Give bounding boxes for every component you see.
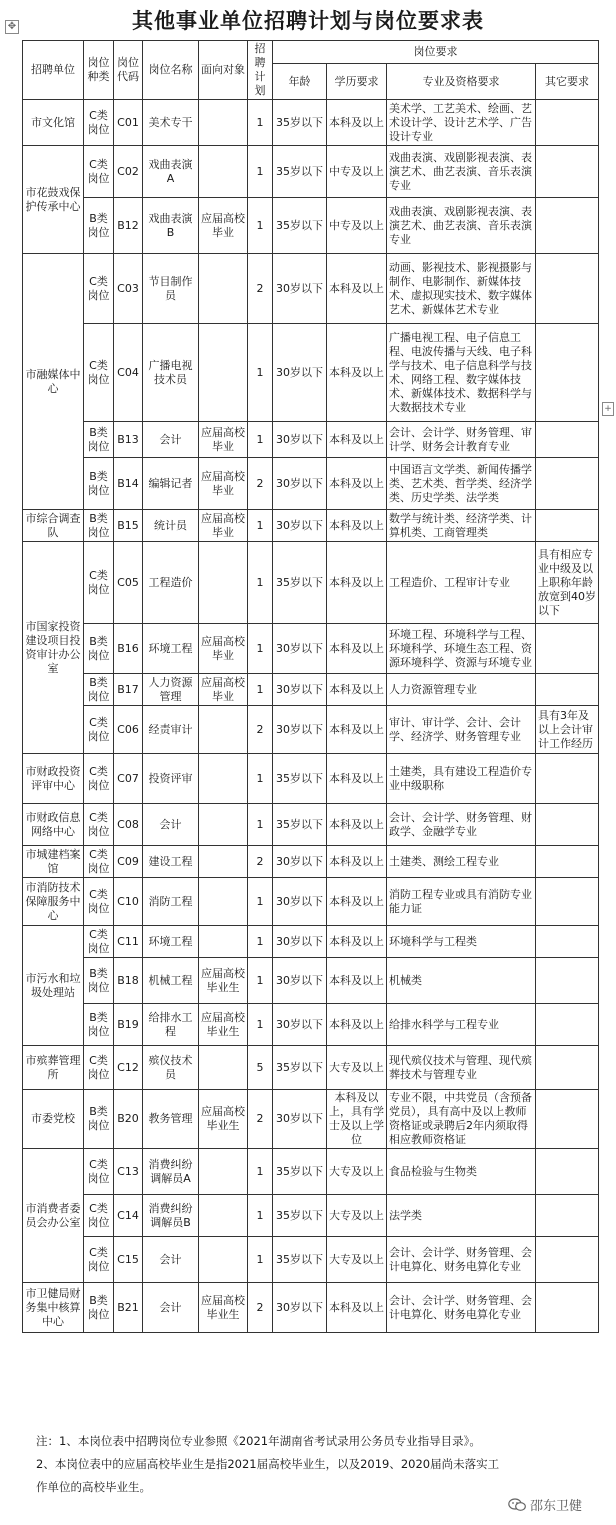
cell-kind: C类岗位 xyxy=(84,146,114,198)
table-row xyxy=(23,542,599,624)
table-row xyxy=(23,878,599,926)
cell-kind: B类岗位 xyxy=(84,958,114,1004)
cell-age: 30岁以下 xyxy=(273,510,327,542)
table-row xyxy=(23,754,599,804)
cell-education: 本科及以上 xyxy=(327,804,387,846)
cell-plan: 1 xyxy=(248,674,273,706)
wechat-icon xyxy=(508,1498,526,1512)
cell-plan: 1 xyxy=(248,878,273,926)
cell-age: 35岁以下 xyxy=(273,100,327,146)
cell-target: 应届高校毕业生 xyxy=(199,1283,248,1333)
cell-unit: 市殡葬管理所 xyxy=(23,1046,84,1090)
cell-age: 30岁以下 xyxy=(273,324,327,422)
cell-code: C05 xyxy=(114,542,143,624)
cell-target xyxy=(199,1149,248,1195)
cell-plan: 2 xyxy=(248,1283,273,1333)
cell-plan: 1 xyxy=(248,1149,273,1195)
cell-age: 30岁以下 xyxy=(273,958,327,1004)
cell-unit: 市消防技术保障服务中心 xyxy=(23,878,84,926)
table-row xyxy=(23,706,599,754)
header-target: 面向对象 xyxy=(199,41,248,100)
cell-name: 广播电视技术员 xyxy=(143,324,199,422)
cell-unit: 市城建档案馆 xyxy=(23,846,84,878)
cell-plan: 1 xyxy=(248,324,273,422)
cell-kind: B类岗位 xyxy=(84,458,114,510)
cell-kind: C类岗位 xyxy=(84,1046,114,1090)
cell-education: 大专及以上 xyxy=(327,1046,387,1090)
cell-other xyxy=(536,254,599,324)
cell-target xyxy=(199,804,248,846)
cell-kind: C类岗位 xyxy=(84,706,114,754)
cell-name: 殡仪技术员 xyxy=(143,1046,199,1090)
cell-major: 人力资源管理专业 xyxy=(387,674,536,706)
cell-unit: 市污水和垃圾处理站 xyxy=(23,926,84,1046)
cell-name: 经责审计 xyxy=(143,706,199,754)
cell-target xyxy=(199,254,248,324)
cell-age: 30岁以下 xyxy=(273,1283,327,1333)
cell-major: 审计、审计学、会计、会计学、经济学、财务管理专业 xyxy=(387,706,536,754)
cell-age: 30岁以下 xyxy=(273,878,327,926)
cell-major: 土建类、测绘工程专业 xyxy=(387,846,536,878)
cell-name: 建设工程 xyxy=(143,846,199,878)
cell-code: C10 xyxy=(114,878,143,926)
cell-target xyxy=(199,706,248,754)
cell-kind: B类岗位 xyxy=(84,1090,114,1149)
header-plan: 招聘计划 xyxy=(248,41,273,100)
cell-other xyxy=(536,1283,599,1333)
cell-age: 35岁以下 xyxy=(273,754,327,804)
cell-kind: C类岗位 xyxy=(84,254,114,324)
cell-target xyxy=(199,100,248,146)
cell-code: C02 xyxy=(114,146,143,198)
cell-age: 30岁以下 xyxy=(273,624,327,674)
cell-kind: C类岗位 xyxy=(84,1195,114,1237)
cell-major: 戏曲表演、戏剧影视表演、表演艺术、曲艺表演、音乐表演专业 xyxy=(387,146,536,198)
cell-unit: 市消费者委员会办公室 xyxy=(23,1149,84,1283)
cell-education: 本科及以上 xyxy=(327,878,387,926)
recruitment-table xyxy=(22,40,599,1333)
cell-other xyxy=(536,624,599,674)
cell-plan: 1 xyxy=(248,100,273,146)
header-name: 岗位名称 xyxy=(143,41,199,100)
cell-name: 人力资源管理 xyxy=(143,674,199,706)
table-row xyxy=(23,458,599,510)
cell-age: 35岁以下 xyxy=(273,198,327,254)
table-row xyxy=(23,1090,599,1149)
cell-education: 本科及以上 xyxy=(327,674,387,706)
cell-code: C03 xyxy=(114,254,143,324)
cell-code: B15 xyxy=(114,510,143,542)
cell-age: 30岁以下 xyxy=(273,458,327,510)
cell-plan: 1 xyxy=(248,1004,273,1046)
cell-name: 消费纠纷调解员B xyxy=(143,1195,199,1237)
cell-kind: B类岗位 xyxy=(84,1283,114,1333)
cell-other xyxy=(536,510,599,542)
cell-other xyxy=(536,878,599,926)
cell-target xyxy=(199,754,248,804)
cell-unit: 市文化馆 xyxy=(23,100,84,146)
cell-major: 消防工程专业或具有消防专业能力证 xyxy=(387,878,536,926)
cell-unit: 市财政信息网络中心 xyxy=(23,804,84,846)
cell-education: 本科及以上 xyxy=(327,254,387,324)
cell-unit: 市融媒体中心 xyxy=(23,254,84,510)
cell-name: 给排水工程 xyxy=(143,1004,199,1046)
header-code: 岗位代码 xyxy=(114,41,143,100)
cell-age: 35岁以下 xyxy=(273,1237,327,1283)
cell-education: 中专及以上 xyxy=(327,146,387,198)
cell-other xyxy=(536,958,599,1004)
cell-plan: 1 xyxy=(248,510,273,542)
cell-code: C06 xyxy=(114,706,143,754)
cell-education: 本科及以上 xyxy=(327,324,387,422)
move-handle-icon[interactable]: ✥ xyxy=(5,20,19,34)
cell-target xyxy=(199,1046,248,1090)
header-major: 专业及资格要求 xyxy=(387,64,536,100)
header-age: 年龄 xyxy=(273,64,327,100)
cell-major: 数学与统计类、经济学类、计算机类、工商管理类 xyxy=(387,510,536,542)
cell-other xyxy=(536,324,599,422)
cell-plan: 1 xyxy=(248,1237,273,1283)
cell-target: 应届高校毕业 xyxy=(199,674,248,706)
cell-age: 30岁以下 xyxy=(273,846,327,878)
cell-education: 本科及以上 xyxy=(327,1004,387,1046)
cell-name: 会计 xyxy=(143,1237,199,1283)
cell-code: B12 xyxy=(114,198,143,254)
cell-other xyxy=(536,1090,599,1149)
cell-other xyxy=(536,1237,599,1283)
watermark-text: 邵东卫健 xyxy=(530,1499,583,1514)
cell-name: 工程造价 xyxy=(143,542,199,624)
cell-name: 会计 xyxy=(143,422,199,458)
cell-education: 本科及以上 xyxy=(327,510,387,542)
cell-code: C01 xyxy=(114,100,143,146)
cell-plan: 1 xyxy=(248,146,273,198)
cell-name: 会计 xyxy=(143,1283,199,1333)
cell-target xyxy=(199,926,248,958)
cell-target xyxy=(199,542,248,624)
cell-name: 机械工程 xyxy=(143,958,199,1004)
cell-kind: B类岗位 xyxy=(84,510,114,542)
cell-age: 35岁以下 xyxy=(273,542,327,624)
cell-age: 30岁以下 xyxy=(273,1090,327,1149)
cell-code: B19 xyxy=(114,1004,143,1046)
cell-major: 美术学、工艺美术、绘画、艺术设计学、设计艺术学、广告设计专业 xyxy=(387,100,536,146)
cell-code: B21 xyxy=(114,1283,143,1333)
cell-target: 应届高校毕业生 xyxy=(199,1004,248,1046)
table-row xyxy=(23,624,599,674)
cell-kind: B类岗位 xyxy=(84,624,114,674)
cell-name: 节目制作员 xyxy=(143,254,199,324)
cell-education: 本科及以上，具有学士及以上学位 xyxy=(327,1090,387,1149)
cell-age: 30岁以下 xyxy=(273,1004,327,1046)
cell-major: 动画、影视技术、影视摄影与制作、电影制作、新媒体技术、虚拟现实技术、数字媒体艺术、新媒体艺术专业 xyxy=(387,254,536,324)
cell-target: 应届高校毕业 xyxy=(199,458,248,510)
table-row xyxy=(23,846,599,878)
cell-other xyxy=(536,100,599,146)
cell-education: 本科及以上 xyxy=(327,422,387,458)
footnotes xyxy=(36,1430,596,1499)
table-row xyxy=(23,324,599,422)
cell-age: 30岁以下 xyxy=(273,422,327,458)
cell-unit: 市卫健局财务集中核算中心 xyxy=(23,1283,84,1333)
table-row xyxy=(23,510,599,542)
cell-age: 30岁以下 xyxy=(273,926,327,958)
cell-major: 专业不限，中共党员（含预备党员），具有高中及以上教师资格证或录聘后2年内须取得相应教师资格证 xyxy=(387,1090,536,1149)
cell-education: 本科及以上 xyxy=(327,1283,387,1333)
cell-name: 教务管理 xyxy=(143,1090,199,1149)
cell-major: 戏曲表演、戏剧影视表演、表演艺术、曲艺表演、音乐表演专业 xyxy=(387,198,536,254)
cell-education: 大专及以上 xyxy=(327,1195,387,1237)
note-2: 2、本岗位表中的应届高校毕业生是指2021届高校毕业生，以及2019、2020届尚未落实工 xyxy=(36,1457,500,1471)
cell-kind: B类岗位 xyxy=(84,674,114,706)
cell-plan: 1 xyxy=(248,958,273,1004)
cell-other xyxy=(536,846,599,878)
cell-major: 会计、会计学、财务管理、财政学、金融学专业 xyxy=(387,804,536,846)
cell-name: 消防工程 xyxy=(143,878,199,926)
cell-unit: 市委党校 xyxy=(23,1090,84,1149)
cell-kind: C类岗位 xyxy=(84,846,114,878)
cell-name: 消费纠纷调解员A xyxy=(143,1149,199,1195)
cell-kind: C类岗位 xyxy=(84,754,114,804)
resize-handle-icon[interactable]: + xyxy=(602,402,614,416)
cell-target: 应届高校毕业 xyxy=(199,198,248,254)
table-row xyxy=(23,674,599,706)
cell-age: 30岁以下 xyxy=(273,254,327,324)
cell-kind: C类岗位 xyxy=(84,804,114,846)
cell-code: C04 xyxy=(114,324,143,422)
cell-education: 本科及以上 xyxy=(327,754,387,804)
cell-age: 35岁以下 xyxy=(273,1046,327,1090)
cell-plan: 1 xyxy=(248,624,273,674)
cell-age: 35岁以下 xyxy=(273,1149,327,1195)
cell-plan: 2 xyxy=(248,846,273,878)
cell-other xyxy=(536,422,599,458)
table-row xyxy=(23,1195,599,1237)
cell-age: 35岁以下 xyxy=(273,804,327,846)
cell-name: 美术专干 xyxy=(143,100,199,146)
cell-target xyxy=(199,878,248,926)
table-row xyxy=(23,100,599,146)
cell-plan: 5 xyxy=(248,1046,273,1090)
cell-education: 本科及以上 xyxy=(327,926,387,958)
cell-kind: C类岗位 xyxy=(84,100,114,146)
cell-other: 具有3年及以上会计审计工作经历 xyxy=(536,706,599,754)
table-row xyxy=(23,1149,599,1195)
cell-major: 土建类，具有建设工程造价专业中级职称 xyxy=(387,754,536,804)
page-title: 其他事业单位招聘计划与岗位要求表 xyxy=(132,9,484,33)
cell-plan: 2 xyxy=(248,706,273,754)
cell-education: 本科及以上 xyxy=(327,542,387,624)
cell-kind: C类岗位 xyxy=(84,1149,114,1195)
cell-code: C08 xyxy=(114,804,143,846)
cell-code: C14 xyxy=(114,1195,143,1237)
header-other: 其它要求 xyxy=(536,64,599,100)
watermark xyxy=(508,1495,582,1514)
cell-plan: 1 xyxy=(248,804,273,846)
cell-other xyxy=(536,926,599,958)
cell-code: C07 xyxy=(114,754,143,804)
cell-plan: 1 xyxy=(248,926,273,958)
cell-major: 法学类 xyxy=(387,1195,536,1237)
cell-age: 30岁以下 xyxy=(273,706,327,754)
cell-major: 会计、会计学、财务管理、审计学、财务会计教育专业 xyxy=(387,422,536,458)
cell-target: 应届高校毕业 xyxy=(199,422,248,458)
cell-target: 应届高校毕业生 xyxy=(199,958,248,1004)
cell-education: 大专及以上 xyxy=(327,1237,387,1283)
cell-kind: C类岗位 xyxy=(84,542,114,624)
cell-target xyxy=(199,1237,248,1283)
cell-kind: C类岗位 xyxy=(84,878,114,926)
cell-other xyxy=(536,1149,599,1195)
cell-code: B18 xyxy=(114,958,143,1004)
cell-major: 食品检验与生物类 xyxy=(387,1149,536,1195)
cell-code: B17 xyxy=(114,674,143,706)
cell-plan: 1 xyxy=(248,754,273,804)
cell-code: B20 xyxy=(114,1090,143,1149)
cell-major: 会计、会计学、财务管理、会计电算化、财务电算化专业 xyxy=(387,1283,536,1333)
table-row xyxy=(23,1004,599,1046)
table-row xyxy=(23,1046,599,1090)
cell-other: 具有相应专业中级及以上职称年龄放宽到40岁以下 xyxy=(536,542,599,624)
header-education: 学历要求 xyxy=(327,64,387,100)
table-row xyxy=(23,926,599,958)
cell-name: 会计 xyxy=(143,804,199,846)
cell-unit: 市花鼓戏保护传承中心 xyxy=(23,146,84,254)
cell-education: 本科及以上 xyxy=(327,624,387,674)
cell-code: B16 xyxy=(114,624,143,674)
cell-age: 35岁以下 xyxy=(273,146,327,198)
cell-kind: C类岗位 xyxy=(84,926,114,958)
cell-other xyxy=(536,458,599,510)
cell-plan: 1 xyxy=(248,198,273,254)
cell-name: 戏曲表演A xyxy=(143,146,199,198)
cell-plan: 2 xyxy=(248,458,273,510)
cell-other xyxy=(536,674,599,706)
cell-kind: C类岗位 xyxy=(84,1237,114,1283)
cell-major: 机械类 xyxy=(387,958,536,1004)
table-row xyxy=(23,958,599,1004)
cell-major: 环境科学与工程类 xyxy=(387,926,536,958)
cell-kind: B类岗位 xyxy=(84,198,114,254)
cell-major: 给排水科学与工程专业 xyxy=(387,1004,536,1046)
cell-code: C15 xyxy=(114,1237,143,1283)
cell-target: 应届高校毕业 xyxy=(199,510,248,542)
cell-target xyxy=(199,324,248,422)
cell-plan: 2 xyxy=(248,254,273,324)
note-2-cont: 作单位的高校毕业生。 xyxy=(36,1480,151,1494)
cell-name: 投资评审 xyxy=(143,754,199,804)
cell-name: 统计员 xyxy=(143,510,199,542)
cell-education: 本科及以上 xyxy=(327,100,387,146)
cell-major: 工程造价、工程审计专业 xyxy=(387,542,536,624)
cell-code: C09 xyxy=(114,846,143,878)
cell-code: B13 xyxy=(114,422,143,458)
cell-age: 35岁以下 xyxy=(273,1195,327,1237)
cell-other xyxy=(536,1195,599,1237)
cell-major: 现代殡仪技术与管理、现代殡葬技术与管理专业 xyxy=(387,1046,536,1090)
cell-code: B14 xyxy=(114,458,143,510)
table-row xyxy=(23,804,599,846)
table-row xyxy=(23,198,599,254)
cell-other xyxy=(536,804,599,846)
cell-other xyxy=(536,146,599,198)
table-row xyxy=(23,1283,599,1333)
cell-kind: B类岗位 xyxy=(84,422,114,458)
cell-name: 编辑记者 xyxy=(143,458,199,510)
header-kind: 岗位种类 xyxy=(84,41,114,100)
table-row xyxy=(23,146,599,198)
cell-major: 会计、会计学、财务管理、会计电算化、财务电算化专业 xyxy=(387,1237,536,1283)
cell-name: 环境工程 xyxy=(143,624,199,674)
cell-plan: 2 xyxy=(248,1090,273,1149)
cell-major: 广播电视工程、电子信息工程、电波传播与天线、电子科学与技术、电子信息科学与技术、网络工程、数字媒体技术、新媒体技术、数据科学与大数据技术专业 xyxy=(387,324,536,422)
cell-education: 本科及以上 xyxy=(327,706,387,754)
cell-other xyxy=(536,198,599,254)
cell-unit: 市国家投资建设项目投资审计办公室 xyxy=(23,542,84,754)
table-row xyxy=(23,422,599,458)
cell-plan: 1 xyxy=(248,422,273,458)
cell-code: C11 xyxy=(114,926,143,958)
cell-education: 本科及以上 xyxy=(327,846,387,878)
cell-name: 环境工程 xyxy=(143,926,199,958)
cell-plan: 1 xyxy=(248,1195,273,1237)
cell-education: 大专及以上 xyxy=(327,1149,387,1195)
cell-code: C12 xyxy=(114,1046,143,1090)
cell-education: 中专及以上 xyxy=(327,198,387,254)
cell-kind: C类岗位 xyxy=(84,324,114,422)
cell-education: 本科及以上 xyxy=(327,958,387,1004)
cell-target: 应届高校毕业生 xyxy=(199,1090,248,1149)
header-requirements: 岗位要求 xyxy=(273,41,599,64)
cell-target xyxy=(199,146,248,198)
cell-unit: 市综合调查队 xyxy=(23,510,84,542)
table-row xyxy=(23,1237,599,1283)
cell-major: 环境工程、环境科学与工程、环境科学、环境生态工程、资源环境科学、资源与环境专业 xyxy=(387,624,536,674)
table-row xyxy=(23,254,599,324)
cell-unit: 市财政投资评审中心 xyxy=(23,754,84,804)
cell-education: 本科及以上 xyxy=(327,458,387,510)
cell-other xyxy=(536,1046,599,1090)
cell-target xyxy=(199,846,248,878)
cell-kind: B类岗位 xyxy=(84,1004,114,1046)
cell-plan: 1 xyxy=(248,542,273,624)
cell-code: C13 xyxy=(114,1149,143,1195)
cell-target: 应届高校毕业 xyxy=(199,624,248,674)
cell-other xyxy=(536,754,599,804)
cell-major: 中国语言文学类、新闻传播学类、艺术类、哲学类、经济学类、历史学类、法学类 xyxy=(387,458,536,510)
cell-target xyxy=(199,1195,248,1237)
header-unit: 招聘单位 xyxy=(23,41,84,100)
cell-age: 30岁以下 xyxy=(273,674,327,706)
note-1: 注：1、本岗位表中招聘岗位专业参照《2021年湖南省考试录用公务员专业指导目录》。 xyxy=(36,1434,481,1448)
cell-name: 戏曲表演B xyxy=(143,198,199,254)
cell-other xyxy=(536,1004,599,1046)
